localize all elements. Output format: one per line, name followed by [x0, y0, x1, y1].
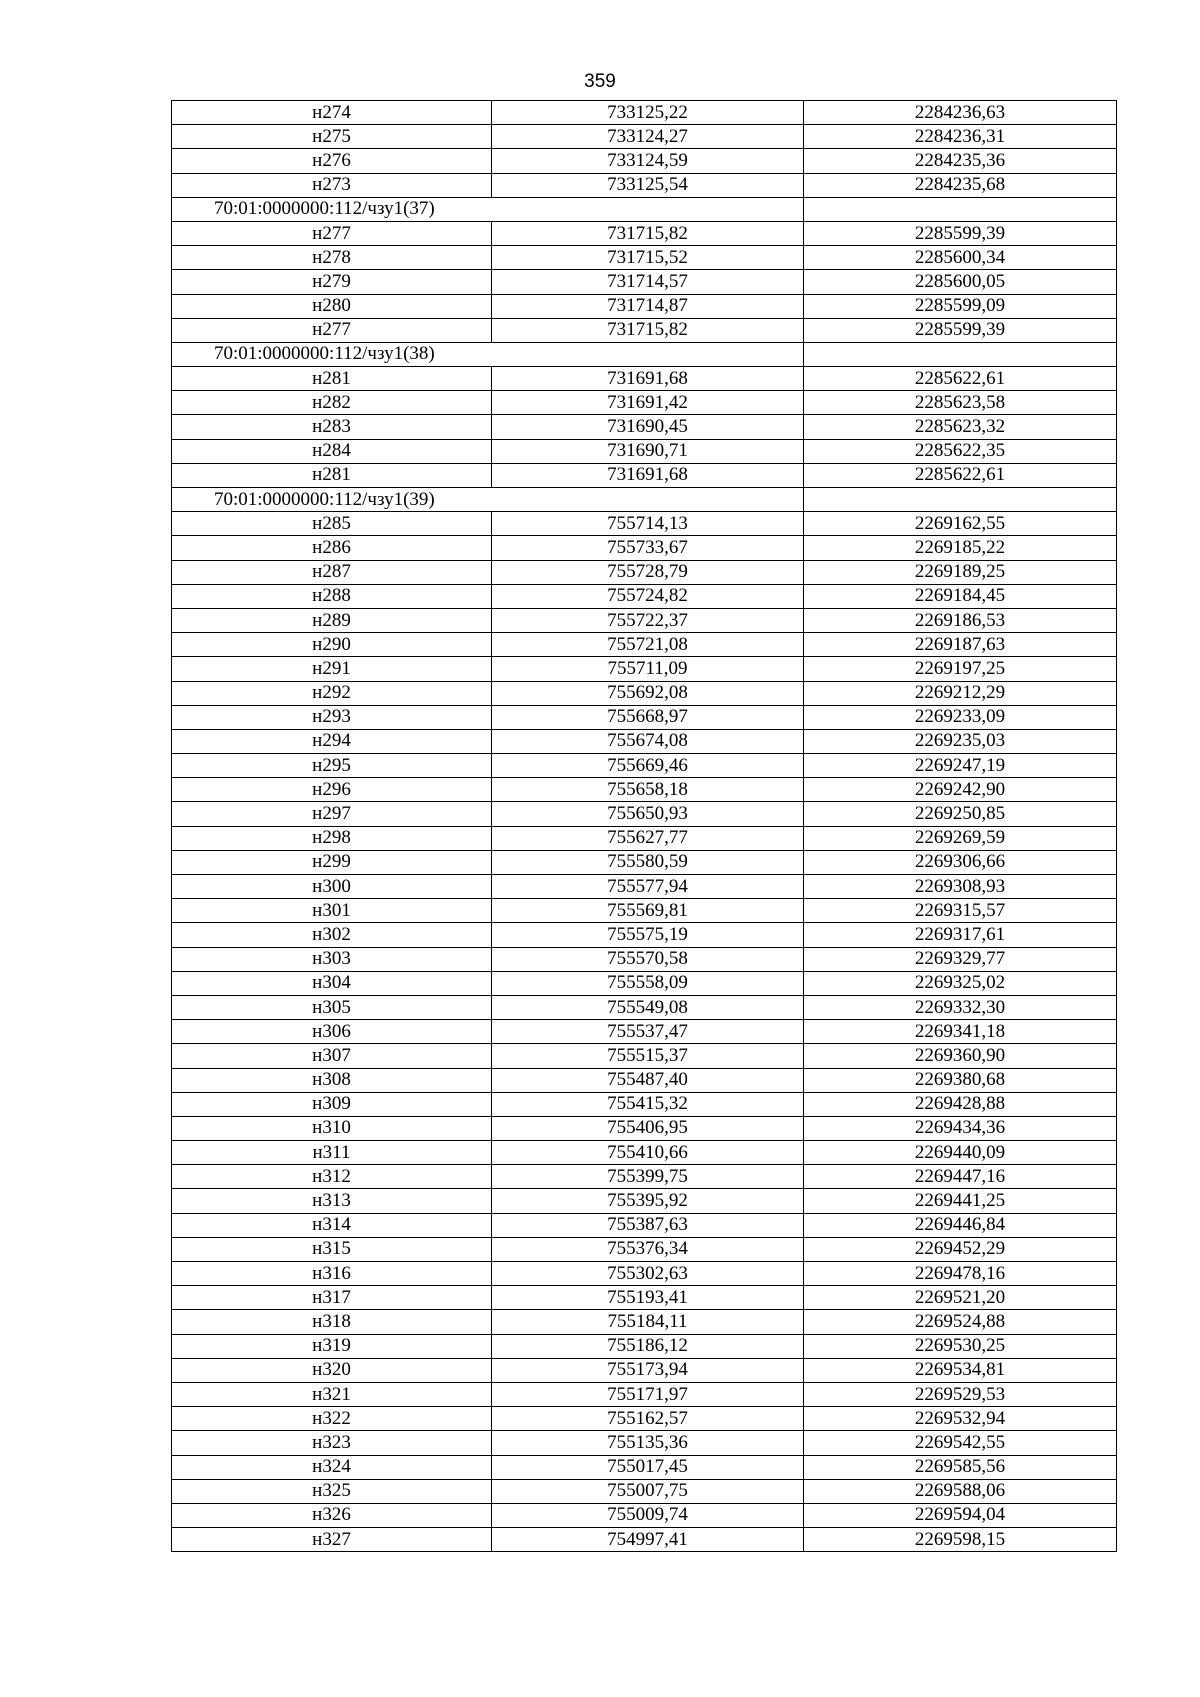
empty-cell [804, 342, 1117, 366]
table-row [172, 608, 1117, 632]
x-coordinate-cell: 733125,22 [492, 101, 804, 125]
table-row [172, 1503, 1117, 1527]
x-coordinate-cell: 755733,67 [492, 536, 804, 560]
x-coordinate-cell: 755724,82 [492, 584, 804, 608]
y-coordinate-cell: 2269447,16 [804, 1165, 1117, 1189]
table-row [172, 173, 1117, 197]
x-coordinate-cell: 731714,57 [492, 270, 804, 294]
point-name-cell: н325 [172, 1479, 492, 1503]
y-coordinate-cell: 2284236,31 [804, 125, 1117, 149]
point-name-cell: н285 [172, 512, 492, 536]
table-row [172, 1286, 1117, 1310]
y-coordinate-cell: 2269315,57 [804, 899, 1117, 923]
point-name-cell: н305 [172, 995, 492, 1019]
point-name-cell: н303 [172, 947, 492, 971]
y-coordinate-cell: 2284235,68 [804, 173, 1117, 197]
table-row [172, 1092, 1117, 1116]
point-name-cell: н308 [172, 1068, 492, 1092]
point-name-cell: н310 [172, 1116, 492, 1140]
x-coordinate-cell: 733124,27 [492, 125, 804, 149]
y-coordinate-cell: 2269184,45 [804, 584, 1117, 608]
table-row [172, 367, 1117, 391]
x-coordinate-cell: 731690,45 [492, 415, 804, 439]
point-name-cell: н287 [172, 560, 492, 584]
point-name-cell: н282 [172, 391, 492, 415]
x-coordinate-cell: 755487,40 [492, 1068, 804, 1092]
x-coordinate-cell: 755577,94 [492, 875, 804, 899]
y-coordinate-cell: 2269186,53 [804, 608, 1117, 632]
y-coordinate-cell: 2285623,32 [804, 415, 1117, 439]
table-row [172, 923, 1117, 947]
empty-cell [804, 488, 1117, 512]
table-row [172, 1382, 1117, 1406]
point-name-cell: н314 [172, 1213, 492, 1237]
point-name-cell: н311 [172, 1141, 492, 1165]
table-row [172, 221, 1117, 245]
x-coordinate-cell: 755627,77 [492, 826, 804, 850]
y-coordinate-cell: 2269269,59 [804, 826, 1117, 850]
x-coordinate-cell: 755410,66 [492, 1141, 804, 1165]
point-name-cell: н273 [172, 173, 492, 197]
x-coordinate-cell: 755658,18 [492, 778, 804, 802]
table-row [172, 875, 1117, 899]
point-name-cell: н316 [172, 1262, 492, 1286]
x-coordinate-cell: 754997,41 [492, 1528, 804, 1552]
point-name-cell: н304 [172, 971, 492, 995]
x-coordinate-cell: 755376,34 [492, 1237, 804, 1261]
x-coordinate-cell: 755650,93 [492, 802, 804, 826]
point-name-cell: н284 [172, 439, 492, 463]
y-coordinate-cell: 2284235,36 [804, 149, 1117, 173]
section-label: 70:01:0000000:112/чзу1(38) [172, 342, 804, 366]
table-row [172, 1165, 1117, 1189]
x-coordinate-cell: 731691,42 [492, 391, 804, 415]
table-row [172, 899, 1117, 923]
y-coordinate-cell: 2269446,84 [804, 1213, 1117, 1237]
table-row [172, 1358, 1117, 1382]
point-name-cell: н321 [172, 1382, 492, 1406]
x-coordinate-cell: 755009,74 [492, 1503, 804, 1527]
x-coordinate-cell: 755569,81 [492, 899, 804, 923]
point-name-cell: н286 [172, 536, 492, 560]
table-row [172, 1334, 1117, 1358]
point-name-cell: н317 [172, 1286, 492, 1310]
table-row [172, 633, 1117, 657]
point-name-cell: н315 [172, 1237, 492, 1261]
point-name-cell: н298 [172, 826, 492, 850]
coordinates-table-body [172, 101, 1117, 1552]
table-row [172, 439, 1117, 463]
y-coordinate-cell: 2269189,25 [804, 560, 1117, 584]
x-coordinate-cell: 731691,68 [492, 463, 804, 487]
point-name-cell: н324 [172, 1455, 492, 1479]
x-coordinate-cell: 755669,46 [492, 754, 804, 778]
x-coordinate-cell: 731714,87 [492, 294, 804, 318]
point-name-cell: н290 [172, 633, 492, 657]
table-row [172, 149, 1117, 173]
point-name-cell: н280 [172, 294, 492, 318]
x-coordinate-cell: 755728,79 [492, 560, 804, 584]
x-coordinate-cell: 755515,37 [492, 1044, 804, 1068]
point-name-cell: н294 [172, 729, 492, 753]
table-row [172, 1310, 1117, 1334]
y-coordinate-cell: 2269250,85 [804, 802, 1117, 826]
point-name-cell: н277 [172, 318, 492, 342]
table-row [172, 1020, 1117, 1044]
x-coordinate-cell: 733125,54 [492, 173, 804, 197]
point-name-cell: н323 [172, 1431, 492, 1455]
x-coordinate-cell: 755007,75 [492, 1479, 804, 1503]
point-name-cell: н326 [172, 1503, 492, 1527]
table-row [172, 826, 1117, 850]
y-coordinate-cell: 2269235,03 [804, 729, 1117, 753]
table-row [172, 802, 1117, 826]
point-name-cell: н296 [172, 778, 492, 802]
x-coordinate-cell: 755722,37 [492, 608, 804, 632]
point-name-cell: н299 [172, 850, 492, 874]
y-coordinate-cell: 2269441,25 [804, 1189, 1117, 1213]
x-coordinate-cell: 755184,11 [492, 1310, 804, 1334]
table-row [172, 681, 1117, 705]
x-coordinate-cell: 755395,92 [492, 1189, 804, 1213]
point-name-cell: н283 [172, 415, 492, 439]
x-coordinate-cell: 755017,45 [492, 1455, 804, 1479]
x-coordinate-cell: 731690,71 [492, 439, 804, 463]
point-name-cell: н281 [172, 367, 492, 391]
x-coordinate-cell: 755714,13 [492, 512, 804, 536]
point-name-cell: н289 [172, 608, 492, 632]
y-coordinate-cell: 2285623,58 [804, 391, 1117, 415]
x-coordinate-cell: 755721,08 [492, 633, 804, 657]
y-coordinate-cell: 2269585,56 [804, 1455, 1117, 1479]
x-coordinate-cell: 755406,95 [492, 1116, 804, 1140]
y-coordinate-cell: 2269242,90 [804, 778, 1117, 802]
y-coordinate-cell: 2269185,22 [804, 536, 1117, 560]
y-coordinate-cell: 2269524,88 [804, 1310, 1117, 1334]
y-coordinate-cell: 2269325,02 [804, 971, 1117, 995]
point-name-cell: н277 [172, 221, 492, 245]
y-coordinate-cell: 2285599,39 [804, 221, 1117, 245]
point-name-cell: н302 [172, 923, 492, 947]
point-name-cell: н279 [172, 270, 492, 294]
y-coordinate-cell: 2285599,39 [804, 318, 1117, 342]
coordinates-table [171, 100, 1117, 1552]
point-name-cell: н278 [172, 246, 492, 270]
y-coordinate-cell: 2269197,25 [804, 657, 1117, 681]
y-coordinate-cell: 2269428,88 [804, 1092, 1117, 1116]
x-coordinate-cell: 755711,09 [492, 657, 804, 681]
y-coordinate-cell: 2269308,93 [804, 875, 1117, 899]
y-coordinate-cell: 2269521,20 [804, 1286, 1117, 1310]
y-coordinate-cell: 2269534,81 [804, 1358, 1117, 1382]
point-name-cell: н276 [172, 149, 492, 173]
y-coordinate-cell: 2285622,61 [804, 367, 1117, 391]
y-coordinate-cell: 2269530,25 [804, 1334, 1117, 1358]
table-row [172, 657, 1117, 681]
point-name-cell: н307 [172, 1044, 492, 1068]
point-name-cell: н319 [172, 1334, 492, 1358]
y-coordinate-cell: 2285600,05 [804, 270, 1117, 294]
point-name-cell: н281 [172, 463, 492, 487]
table-row [172, 1528, 1117, 1552]
y-coordinate-cell: 2269434,36 [804, 1116, 1117, 1140]
table-row [172, 705, 1117, 729]
empty-cell [804, 197, 1117, 221]
table-row [172, 778, 1117, 802]
table-row [172, 1479, 1117, 1503]
point-name-cell: н288 [172, 584, 492, 608]
x-coordinate-cell: 755692,08 [492, 681, 804, 705]
table-row [172, 512, 1117, 536]
x-coordinate-cell: 733124,59 [492, 149, 804, 173]
table-row [172, 270, 1117, 294]
table-row [172, 125, 1117, 149]
section-label: 70:01:0000000:112/чзу1(39) [172, 488, 804, 512]
y-coordinate-cell: 2269341,18 [804, 1020, 1117, 1044]
x-coordinate-cell: 755186,12 [492, 1334, 804, 1358]
y-coordinate-cell: 2284236,63 [804, 101, 1117, 125]
table-row [172, 560, 1117, 584]
y-coordinate-cell: 2269594,04 [804, 1503, 1117, 1527]
x-coordinate-cell: 755575,19 [492, 923, 804, 947]
y-coordinate-cell: 2285622,35 [804, 439, 1117, 463]
table-row [172, 1116, 1117, 1140]
y-coordinate-cell: 2285622,61 [804, 463, 1117, 487]
point-name-cell: н327 [172, 1528, 492, 1552]
table-row [172, 947, 1117, 971]
point-name-cell: н309 [172, 1092, 492, 1116]
x-coordinate-cell: 755162,57 [492, 1407, 804, 1431]
x-coordinate-cell: 755580,59 [492, 850, 804, 874]
table-row [172, 1455, 1117, 1479]
point-name-cell: н312 [172, 1165, 492, 1189]
point-name-cell: н295 [172, 754, 492, 778]
table-row [172, 1044, 1117, 1068]
y-coordinate-cell: 2269478,16 [804, 1262, 1117, 1286]
x-coordinate-cell: 755171,97 [492, 1382, 804, 1406]
point-name-cell: н297 [172, 802, 492, 826]
y-coordinate-cell: 2269380,68 [804, 1068, 1117, 1092]
table-row [172, 1431, 1117, 1455]
table-row [172, 995, 1117, 1019]
x-coordinate-cell: 755193,41 [492, 1286, 804, 1310]
table-row [172, 391, 1117, 415]
table-row [172, 1141, 1117, 1165]
point-name-cell: н292 [172, 681, 492, 705]
x-coordinate-cell: 755415,32 [492, 1092, 804, 1116]
y-coordinate-cell: 2269247,19 [804, 754, 1117, 778]
y-coordinate-cell: 2269440,09 [804, 1141, 1117, 1165]
point-name-cell: н301 [172, 899, 492, 923]
x-coordinate-cell: 755570,58 [492, 947, 804, 971]
table-row [172, 754, 1117, 778]
y-coordinate-cell: 2269329,77 [804, 947, 1117, 971]
y-coordinate-cell: 2285599,09 [804, 294, 1117, 318]
point-name-cell: н306 [172, 1020, 492, 1044]
table-row [172, 101, 1117, 125]
table-row [172, 1262, 1117, 1286]
x-coordinate-cell: 755387,63 [492, 1213, 804, 1237]
y-coordinate-cell: 2269598,15 [804, 1528, 1117, 1552]
table-row [172, 536, 1117, 560]
y-coordinate-cell: 2269532,94 [804, 1407, 1117, 1431]
x-coordinate-cell: 731715,82 [492, 318, 804, 342]
x-coordinate-cell: 755558,09 [492, 971, 804, 995]
table-row [172, 1068, 1117, 1092]
table-row [172, 850, 1117, 874]
x-coordinate-cell: 755674,08 [492, 729, 804, 753]
y-coordinate-cell: 2269162,55 [804, 512, 1117, 536]
table-row [172, 1213, 1117, 1237]
table-row [172, 1237, 1117, 1261]
point-name-cell: н322 [172, 1407, 492, 1431]
x-coordinate-cell: 731715,82 [492, 221, 804, 245]
x-coordinate-cell: 731715,52 [492, 246, 804, 270]
table-row [172, 584, 1117, 608]
y-coordinate-cell: 2285600,34 [804, 246, 1117, 270]
y-coordinate-cell: 2269187,63 [804, 633, 1117, 657]
point-name-cell: н274 [172, 101, 492, 125]
x-coordinate-cell: 755173,94 [492, 1358, 804, 1382]
table-row [172, 318, 1117, 342]
x-coordinate-cell: 731691,68 [492, 367, 804, 391]
section-row [172, 342, 1117, 366]
y-coordinate-cell: 2269529,53 [804, 1382, 1117, 1406]
point-name-cell: н318 [172, 1310, 492, 1334]
point-name-cell: н320 [172, 1358, 492, 1382]
section-row [172, 488, 1117, 512]
table-row [172, 1407, 1117, 1431]
x-coordinate-cell: 755135,36 [492, 1431, 804, 1455]
table-row [172, 971, 1117, 995]
y-coordinate-cell: 2269233,09 [804, 705, 1117, 729]
point-name-cell: н275 [172, 125, 492, 149]
y-coordinate-cell: 2269360,90 [804, 1044, 1117, 1068]
y-coordinate-cell: 2269588,06 [804, 1479, 1117, 1503]
table-row [172, 246, 1117, 270]
table-row [172, 729, 1117, 753]
y-coordinate-cell: 2269317,61 [804, 923, 1117, 947]
table-row [172, 1189, 1117, 1213]
table-row [172, 415, 1117, 439]
x-coordinate-cell: 755399,75 [492, 1165, 804, 1189]
y-coordinate-cell: 2269452,29 [804, 1237, 1117, 1261]
y-coordinate-cell: 2269306,66 [804, 850, 1117, 874]
point-name-cell: н293 [172, 705, 492, 729]
x-coordinate-cell: 755537,47 [492, 1020, 804, 1044]
point-name-cell: н291 [172, 657, 492, 681]
x-coordinate-cell: 755302,63 [492, 1262, 804, 1286]
table-row [172, 463, 1117, 487]
point-name-cell: н300 [172, 875, 492, 899]
y-coordinate-cell: 2269542,55 [804, 1431, 1117, 1455]
y-coordinate-cell: 2269332,30 [804, 995, 1117, 1019]
page-number: 359 [584, 71, 616, 92]
table-row [172, 294, 1117, 318]
point-name-cell: н313 [172, 1189, 492, 1213]
section-label: 70:01:0000000:112/чзу1(37) [172, 197, 804, 221]
y-coordinate-cell: 2269212,29 [804, 681, 1117, 705]
section-row [172, 197, 1117, 221]
x-coordinate-cell: 755549,08 [492, 995, 804, 1019]
x-coordinate-cell: 755668,97 [492, 705, 804, 729]
